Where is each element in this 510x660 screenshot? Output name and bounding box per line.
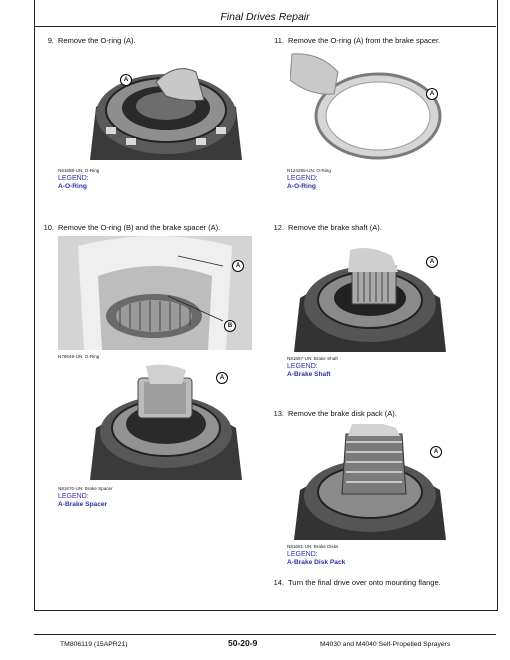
step-text: Remove the brake shaft (A). <box>288 223 382 232</box>
photo-o-ring-removal <box>86 52 246 160</box>
step-12 <box>270 223 382 233</box>
step-text: Turn the final drive over onto mounting flange. <box>288 578 441 587</box>
legend-title: LEGEND: <box>58 175 89 182</box>
legend-title: LEGEND: <box>287 363 318 370</box>
step-number: 13. <box>273 409 284 418</box>
figure-caption: N79649-UN: O-Ring <box>58 354 100 359</box>
legend-item: A-Brake Disk Pack <box>287 559 346 566</box>
legend-title: LEGEND: <box>287 175 318 182</box>
legend-title: LEGEND: <box>58 493 89 500</box>
step-number: 10. <box>43 223 54 232</box>
figure-caption: N81688-UN: O-Ring <box>58 168 100 173</box>
figure-caption: N81681-UN: Brake Disks <box>287 544 339 549</box>
legend-item: A-Brake Spacer <box>58 501 108 508</box>
spacer-ring-photo <box>290 50 450 164</box>
step-14 <box>270 578 441 588</box>
brake-housing-photo <box>58 236 252 350</box>
footer-page-number: 50-20-9 <box>228 638 258 648</box>
final-drive-photo <box>86 52 246 160</box>
photo-spacer-o-ring <box>290 50 450 164</box>
photo-brake-spacer <box>86 364 246 480</box>
callout-a: A <box>430 446 442 458</box>
footer-divider <box>34 634 496 635</box>
step-number: 14. <box>273 578 284 587</box>
step-text: Remove the O-ring (A) from the brake spacer. <box>288 36 441 45</box>
legend-item: A-O-Ring <box>287 183 316 190</box>
callout-a: A <box>426 256 438 268</box>
step-10 <box>40 223 220 233</box>
legend-item: A-Brake Shaft <box>287 371 331 378</box>
footer-manual-title: M4030 and M4040 Self-Propelled Sprayers <box>320 641 451 648</box>
photo-brake-spacer-o-ring <box>58 236 252 350</box>
callout-a: A <box>426 88 438 100</box>
step-9 <box>40 36 136 46</box>
legend-item: A-O-Ring <box>58 183 87 190</box>
legend-title: LEGEND: <box>287 551 318 558</box>
callout-a: A <box>120 74 132 86</box>
figure-caption: N81670-UN: Brake Spacer <box>58 486 113 491</box>
callout-a: A <box>216 372 228 384</box>
callout-a: A <box>232 260 244 272</box>
step-11 <box>270 36 440 46</box>
step-text: Remove the O-ring (B) and the brake spacer (A). <box>58 223 221 232</box>
footer-doc-id: TM806119 (15APR21) <box>60 641 128 648</box>
brake-disk-photo <box>290 424 450 540</box>
photo-brake-shaft <box>290 240 450 352</box>
step-text: Remove the brake disk pack (A). <box>288 409 397 418</box>
brake-shaft-photo <box>290 240 450 352</box>
step-text: Remove the O-ring (A). <box>58 36 136 45</box>
figure-caption: N124285-UN: O-Ring <box>287 168 331 173</box>
step-number: 12. <box>273 223 284 232</box>
page-title: Final Drives Repair <box>34 0 496 27</box>
callout-b: B <box>224 320 236 332</box>
figure-caption: N81667-UN: Brake Shaft <box>287 356 338 361</box>
photo-brake-disk-pack <box>290 424 450 540</box>
step-number: 9. <box>47 36 54 45</box>
step-13 <box>270 409 397 419</box>
step-number: 11. <box>274 36 284 45</box>
